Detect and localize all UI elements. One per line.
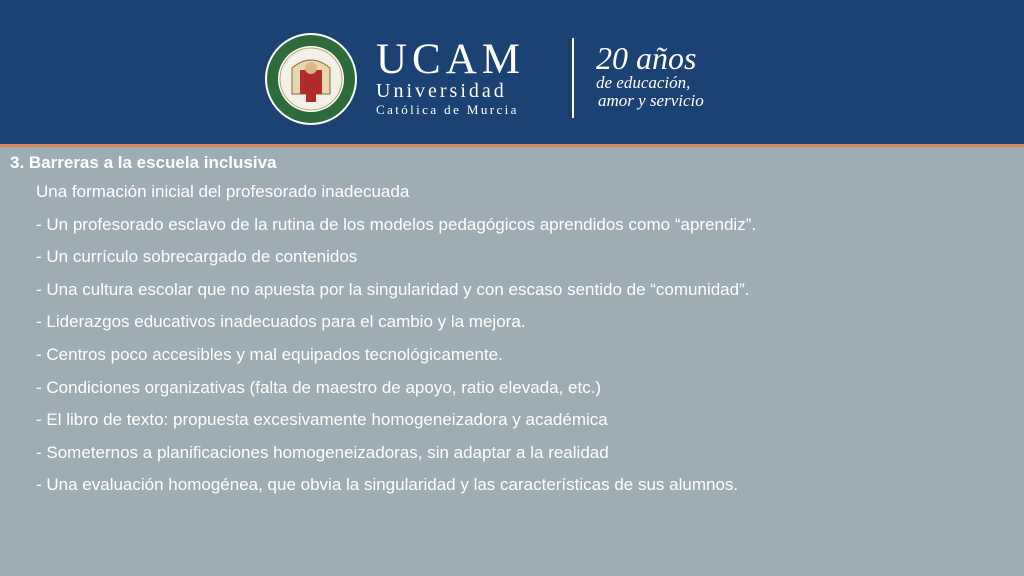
anniversary-line-1: 20 años: [596, 40, 697, 76]
anniversary-line-3: amor y servicio: [598, 91, 704, 110]
accent-divider: [0, 144, 1024, 147]
slide-content: [10, 150, 1014, 502]
anniversary-line-2: de educación,: [596, 73, 691, 92]
list-item: - Someternos a planificaciones homogeneizadoras, sin adaptar a la realidad: [36, 442, 609, 462]
logo-title: UCAM: [376, 36, 526, 83]
list-item: - Centros poco accesibles y mal equipados tecnológicamente.: [36, 344, 503, 364]
logo-divider: [572, 38, 574, 118]
anniversary-badge: [596, 42, 704, 110]
logo-subtitle: Universidad: [376, 80, 507, 102]
list-item: - Un currículo sobrecargado de contenidos: [36, 247, 358, 267]
list-item: - Un profesorado esclavo de la rutina de los modelos pedagógicos aprendidos como “aprendiz”.: [36, 214, 757, 234]
list-item: - Una evaluación homogénea, que obvia la singularidad y las características de sus alumnos.: [36, 475, 739, 495]
list-item: - Condiciones organizativas (falta de maestro de apoyo, ratio elevada, etc.): [36, 377, 602, 397]
list-item: - Una cultura escolar que no apuesta por la singularidad y con escaso sentido de “comunidad”.: [36, 279, 750, 299]
logo-subtitle-2: Católica de Murcia: [376, 102, 519, 117]
section-title: 3. Barreras a la escuela inclusiva: [10, 153, 277, 172]
list-item: Una formación inicial del profesorado inadecuada: [36, 182, 410, 201]
list-item: - Liderazgos educativos inadecuados para el cambio y la mejora.: [36, 312, 526, 332]
ucam-logo: [376, 38, 525, 118]
header-banner: [0, 0, 1024, 144]
university-seal-icon: [264, 32, 358, 126]
list-item: - El libro de texto: propuesta excesivamente homogeneizadora y académica: [36, 410, 608, 430]
